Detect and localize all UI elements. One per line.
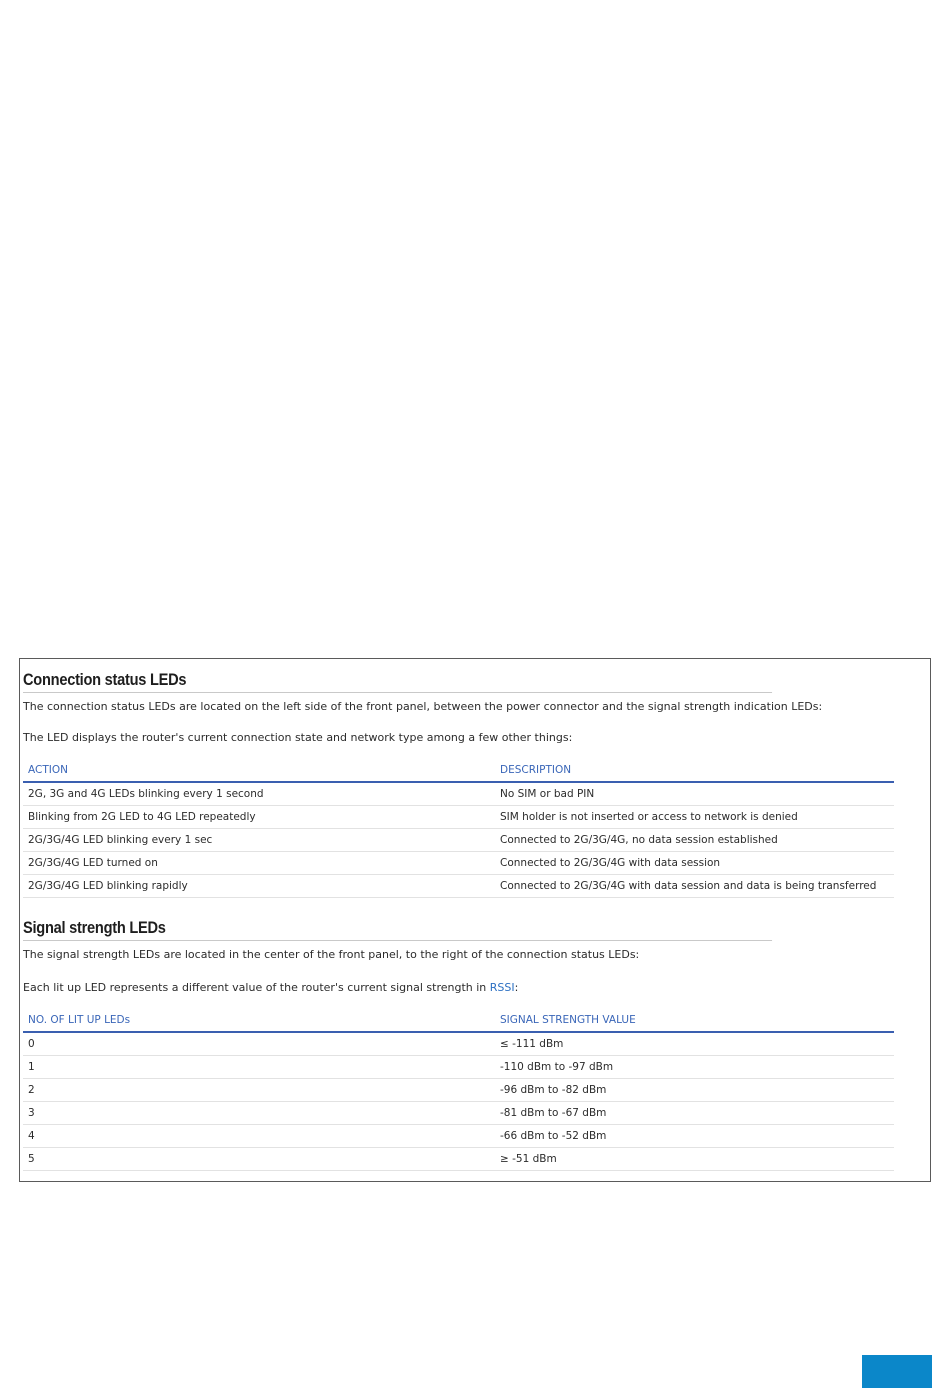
cell-led-count: 3 xyxy=(23,1102,495,1125)
column-header-lit-leds: NO. OF LIT UP LEDs xyxy=(23,1009,495,1032)
cell-signal-value: -81 dBm to -67 dBm xyxy=(495,1102,894,1125)
cell-action: 2G/3G/4G LED blinking rapidly xyxy=(23,875,495,898)
rssi-link[interactable]: RSSI xyxy=(489,981,515,994)
cell-led-count: 5 xyxy=(23,1148,495,1171)
rssi-text-suffix: : xyxy=(514,981,519,994)
cell-description: SIM holder is not inserted or access to network is denied xyxy=(495,806,894,829)
cell-signal-value: -110 dBm to -97 dBm xyxy=(495,1056,894,1079)
table-row xyxy=(23,1148,894,1171)
column-header-signal-value: SIGNAL STRENGTH VALUE xyxy=(495,1009,894,1032)
cell-signal-value: -96 dBm to -82 dBm xyxy=(495,1079,894,1102)
signal-strength-heading: Signal strength LEDs xyxy=(23,916,772,941)
table-row xyxy=(23,782,894,806)
connection-status-section xyxy=(23,668,894,892)
rssi-text-prefix: Each lit up LED represents a different value of the router's current signal strength in xyxy=(23,981,490,994)
signal-strength-intro: The signal strength LEDs are located in the center of the front panel, to the right of the connection status LEDs: xyxy=(23,948,640,961)
cell-led-count: 2 xyxy=(23,1079,495,1102)
cell-description: Connected to 2G/3G/4G with data session xyxy=(495,852,894,875)
cell-signal-value: ≤ -111 dBm xyxy=(495,1032,894,1056)
signal-strength-section xyxy=(23,916,894,1165)
table-row xyxy=(23,829,894,852)
table-row xyxy=(23,1079,894,1102)
page-number-tab xyxy=(862,1355,932,1388)
table-row xyxy=(23,852,894,875)
table-row xyxy=(23,806,894,829)
table-row xyxy=(23,875,894,898)
cell-action: 2G, 3G and 4G LEDs blinking every 1 second xyxy=(23,782,495,806)
cell-signal-value: ≥ -51 dBm xyxy=(495,1148,894,1171)
table-row xyxy=(23,1032,894,1056)
connection-status-heading: Connection status LEDs xyxy=(23,668,772,693)
table-header-row xyxy=(23,1009,894,1032)
cell-led-count: 0 xyxy=(23,1032,495,1056)
cell-led-count: 1 xyxy=(23,1056,495,1079)
cell-description: Connected to 2G/3G/4G with data session and data is being transferred xyxy=(495,875,894,898)
column-header-description: DESCRIPTION xyxy=(495,759,894,782)
cell-led-count: 4 xyxy=(23,1125,495,1148)
connection-status-description: The LED displays the router's current connection state and network type among a few other things: xyxy=(23,731,573,744)
connection-status-table xyxy=(23,759,894,898)
cell-description: Connected to 2G/3G/4G, no data session established xyxy=(495,829,894,852)
table-row xyxy=(23,1125,894,1148)
cell-action: 2G/3G/4G LED turned on xyxy=(23,852,495,875)
signal-strength-description xyxy=(23,981,518,995)
cell-signal-value: -66 dBm to -52 dBm xyxy=(495,1125,894,1148)
table-row xyxy=(23,1102,894,1125)
cell-description: No SIM or bad PIN xyxy=(495,782,894,806)
cell-action: Blinking from 2G LED to 4G LED repeatedly xyxy=(23,806,495,829)
table-header-row xyxy=(23,759,894,782)
connection-status-intro: The connection status LEDs are located on the left side of the front panel, between the power connector and the signal strength indication LEDs: xyxy=(23,700,823,713)
cell-action: 2G/3G/4G LED blinking every 1 sec xyxy=(23,829,495,852)
table-row xyxy=(23,1056,894,1079)
signal-strength-table xyxy=(23,1009,894,1171)
column-header-action: ACTION xyxy=(23,759,495,782)
